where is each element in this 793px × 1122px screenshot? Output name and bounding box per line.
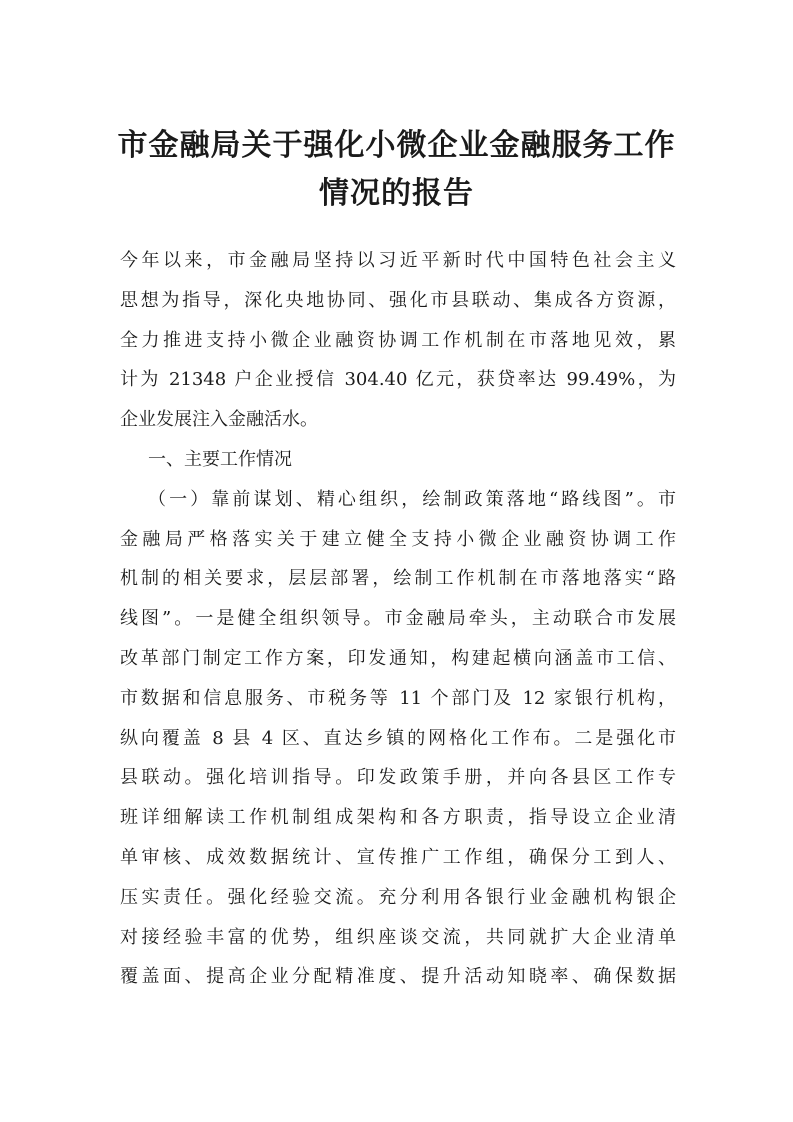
body-line: 金融局严格落实关于建立健全支持小微企业融资协调工作 — [120, 528, 676, 550]
body-line: 单审核、成效数据统计、宣传推广工作组，确保分工到人、 — [120, 846, 676, 868]
body-line: 今年以来，市金融局坚持以习近平新时代中国特色社会主义 — [120, 250, 676, 271]
subsection-heading-line: （一）靠前谋划、精心组织，绘制政策落地“路线图”。市 — [148, 488, 676, 510]
body-line: 线图”。一是健全组织领导。市金融局牵头，主动联合市发展 — [120, 608, 676, 630]
body-line: 市数据和信息服务、市税务等 11 个部门及 12 家银行机构， — [120, 687, 676, 709]
body-line: 县联动。强化培训指导。印发政策手册，并向各县区工作专 — [120, 767, 676, 789]
body-line: 机制的相关要求，层层部署，绘制工作机制在市落地落实“路 — [120, 568, 676, 590]
body-line: 对接经验丰富的优势，组织座谈交流，共同就扩大企业清单 — [120, 926, 676, 948]
body-line: 计为 21348 户企业授信 304.40 亿元，获贷率达 99.49%，为 — [120, 369, 676, 391]
body-line: 覆盖面、提高企业分配精准度、提升活动知晓率、确保数据 — [120, 966, 676, 988]
body-line: 思想为指导，深化央地协同、强化市县联动、集成各方资源， — [120, 289, 676, 311]
document-title-line-2: 情况的报告 — [319, 176, 474, 211]
document-body — [120, 241, 676, 997]
document-title-line-1: 市金融局关于强化小微企业金融服务工作 — [117, 128, 676, 163]
body-line: 改革部门制定工作方案，印发通知，构建起横向涵盖市工信、 — [120, 647, 676, 669]
body-line: 压实责任。强化经验交流。充分利用各银行业金融机构银企 — [120, 886, 676, 908]
body-line: 班详细解读工作机制组成架构和各方职责，指导设立企业清 — [120, 807, 676, 829]
section-heading: 一、主要工作情况 — [148, 448, 292, 470]
body-line: 全力推进支持小微企业融资协调工作机制在市落地见效，累 — [120, 329, 676, 351]
body-line: 企业发展注入金融活水。 — [120, 409, 318, 431]
body-line: 纵向覆盖 8 县 4 区、直达乡镇的网格化工作布。二是强化市 — [120, 727, 676, 749]
